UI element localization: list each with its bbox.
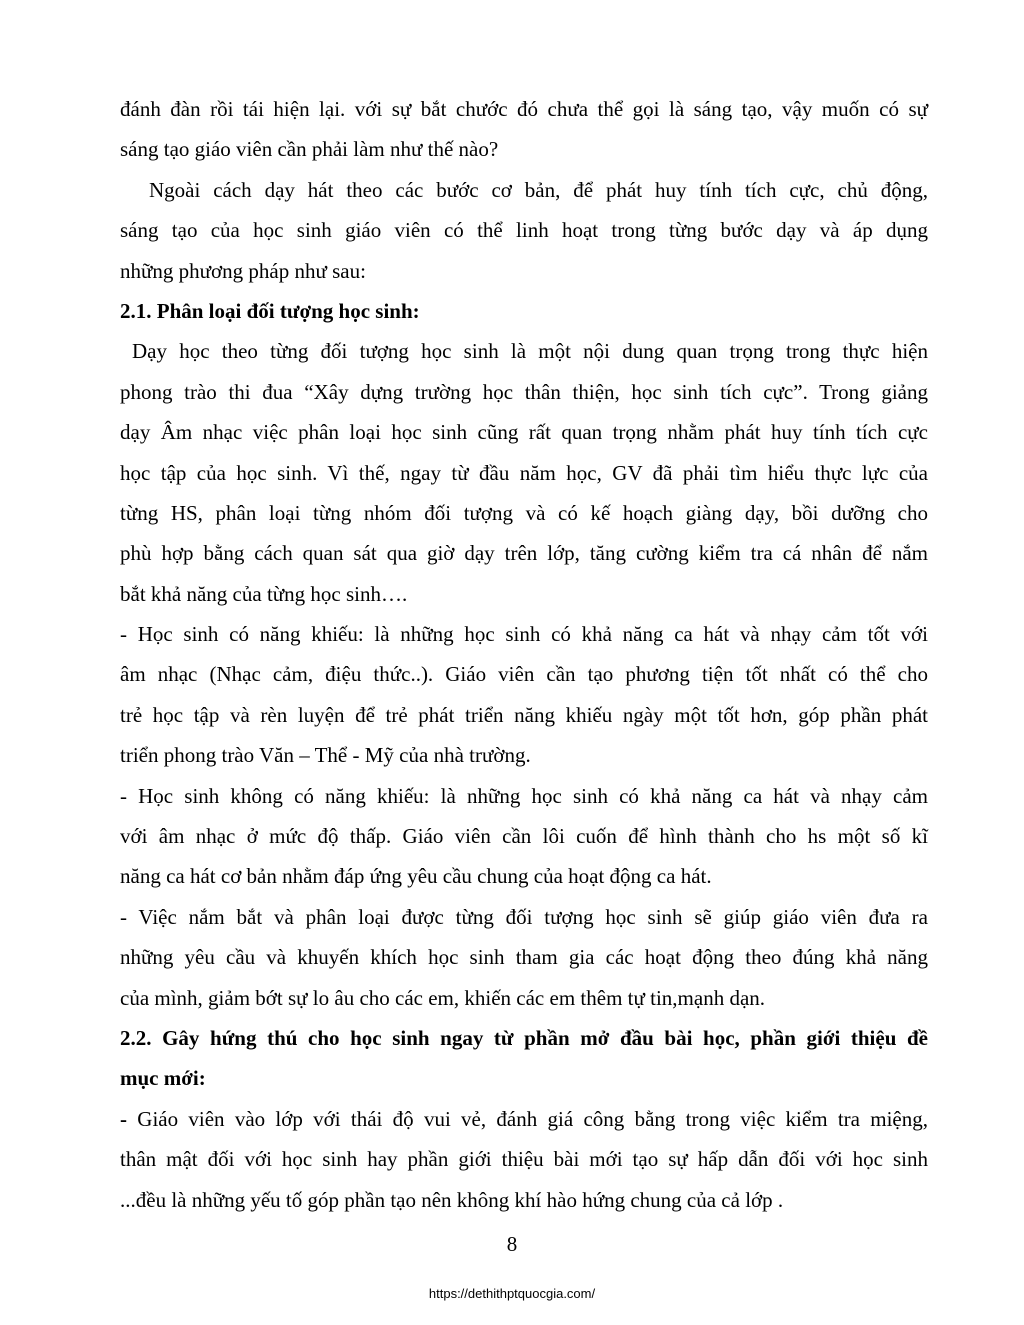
- body-line: bắt khả năng của từng học sinh….: [120, 581, 408, 606]
- body-line: thân mật đối với học sinh hay phần giới thiệu bài mới tạo sự hấp dẫn đối với học sinh: [120, 1147, 928, 1172]
- section-heading: 2.2. Gây hứng thú cho học sinh ngay từ phần mở đầu bài học, phần giới thiệu đề: [120, 1025, 928, 1050]
- body-line: - Học sinh không có năng khiếu: là những học sinh có khả năng ca hát và nhạy cảm: [120, 783, 928, 808]
- body-line: với âm nhạc ở mức độ thấp. Giáo viên cần lôi cuốn để hình thành cho hs một số kĩ: [120, 824, 928, 849]
- body-line: sáng tạo giáo viên cần phải làm như thế nào?: [120, 137, 499, 162]
- body-line: từng HS, phân loại từng nhóm đối tượng và có kế hoạch giàng dạy, bồi dưỡng cho: [120, 500, 928, 525]
- body-line: sáng tạo của học sinh giáo viên có thể linh hoạt trong từng bước dạy và áp dụng: [120, 218, 928, 243]
- footer-url[interactable]: https://dethithptquocgia.com/: [428, 1286, 596, 1301]
- page-number: 8: [506, 1232, 518, 1256]
- body-line: của mình, giảm bớt sự lo âu cho các em, khiến các em thêm tự tin,mạnh dạn.: [120, 985, 766, 1010]
- body-line: - Học sinh có năng khiếu: là những học sinh có khả năng ca hát và nhạy cảm tốt với: [120, 622, 928, 647]
- body-line: phù hợp bằng cách quan sát qua giờ dạy trên lớp, tăng cường kiểm tra cá nhân để nắm: [120, 541, 928, 566]
- body-line: đánh đàn rồi tái hiện lại. với sự bắt chước đó chưa thể gọi là sáng tạo, vậy muốn có sự: [120, 97, 928, 121]
- bullet-text: Giáo viên vào lớp với thái độ vui vẻ, đánh giá công bằng trong việc kiểm tra miệng,: [137, 1106, 928, 1131]
- body-line: phong trào thi đua “Xây dựng trường học thân thiện, học sinh tích cực”. Trong giảng: [120, 379, 928, 404]
- bullet-dash: -: [120, 1106, 138, 1131]
- body-line: những yêu cầu và khuyến khích học sinh tham gia các hoạt động theo đúng khả năng: [120, 945, 928, 970]
- section-heading: 2.1. Phân loại đối tượng học sinh:: [120, 298, 420, 323]
- body-line: dạy Âm nhạc việc phân loại học sinh cũng rất quan trọng nhằm phát huy tính tích cực: [120, 420, 928, 445]
- document-page: [120, 89, 928, 1220]
- body-line: trẻ học tập và rèn luyện để trẻ phát triển năng khiếu ngày một tốt hơn, góp phần phát: [120, 702, 928, 727]
- body-line: - Việc nắm bắt và phân loại được từng đối tượng học sinh sẽ giúp giáo viên đưa ra: [120, 904, 928, 929]
- body-line: Ngoài cách dạy hát theo các bước cơ bản, để phát huy tính tích cực, chủ động,: [149, 177, 928, 202]
- body-line: những phương pháp như sau:: [120, 258, 366, 283]
- body-line: năng ca hát cơ bản nhằm đáp ứng yêu cầu chung của hoạt động ca hát.: [120, 864, 712, 889]
- body-line: âm nhạc (Nhạc cảm, điệu thức..). Giáo viên cần tạo phương tiện tốt nhất có thể cho: [120, 662, 928, 687]
- body-line: triển phong trào Văn – Thể - Mỹ của nhà trường.: [120, 743, 531, 768]
- body-line: học tập của học sinh. Vì thế, ngay từ đầu năm học, GV đã phải tìm hiểu thực lực của: [120, 460, 928, 485]
- body-line: Dạy học theo từng đối tượng học sinh là một nội dung quan trọng trong thực hiện: [132, 339, 928, 364]
- section-heading: mục mới:: [120, 1066, 206, 1091]
- body-line: [120, 1099, 928, 1139]
- body-line: ...đều là những yếu tố góp phần tạo nên không khí hào hứng chung của cả lớp .: [120, 1187, 784, 1212]
